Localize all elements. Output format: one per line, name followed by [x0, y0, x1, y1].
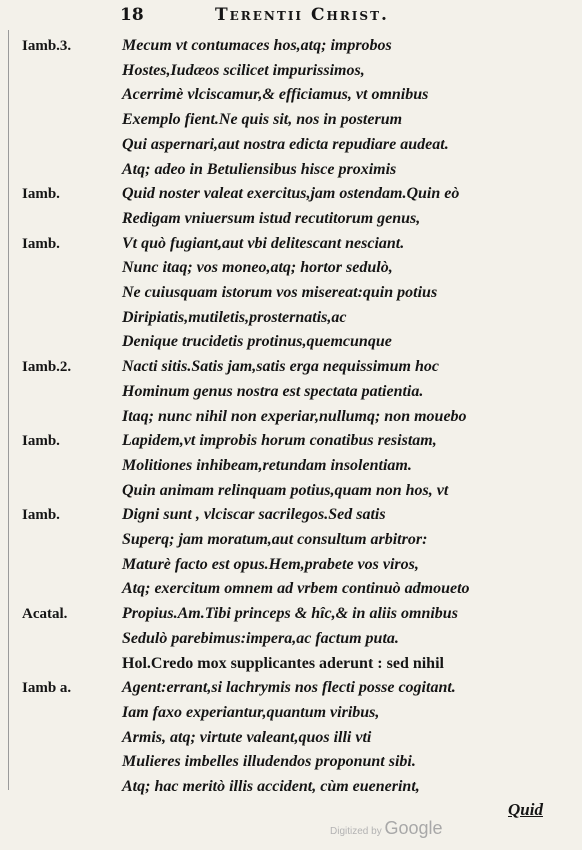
verse-line: Lapidem,vt improbis horum conatibus resistam, — [122, 432, 437, 450]
verse-line: Hol.Credo mox supplicantes aderunt : sed nihil — [122, 654, 444, 672]
watermark-brand: Google — [384, 818, 443, 838]
meter-label: Iamb. — [22, 433, 60, 450]
verse-line: Sedulò parebimus:impera,ac factum puta. — [122, 629, 399, 647]
verse-line: Atq; hac meritò illis accident, cùm euenerint, — [122, 778, 420, 795]
verse-line: Superq; jam moratum,aut consultum arbitror: — [122, 531, 428, 548]
watermark-prefix: Digitized by — [330, 826, 382, 837]
verse-line: Maturè facto est opus.Hem,prabete vos viros, — [122, 555, 419, 573]
meter-label: Iamb.2. — [22, 359, 72, 376]
meter-label: Iamb. — [22, 507, 60, 524]
catchword: Quid — [508, 800, 543, 819]
meter-label: Iamb. — [22, 235, 60, 252]
verse-line: Nacti sitis.Satis jam,satis erga nequissimum hoc — [122, 358, 439, 376]
verse-line: Atq; adeo in Betuliensibus hisce proximis — [122, 160, 397, 178]
verse-line: Quin animam relinquam potius,quam non hos, vt — [122, 481, 449, 499]
meter-label: Iamb.3. — [22, 38, 72, 54]
verse-line: Vt quò fugiant,aut vbi delitescant nesciant. — [122, 234, 405, 252]
verse-line: Acerrimè vlciscamur,& efficiamus, vt omnibus — [122, 86, 429, 104]
verse-line: Iam faxo experiantur,quantum viribus, — [122, 703, 380, 721]
page-number: 18 — [120, 5, 144, 25]
verse-line: Denique trucidetis protinus,quemcunque — [122, 333, 392, 351]
running-head: Terentii Christ. — [215, 5, 389, 25]
verse-line: Atq; exercitum omnem ad vrbem continuò admoueto — [122, 580, 470, 598]
verse-line: Mecum vt contumaces hos,atq; improbos — [122, 37, 392, 54]
verse-line: Ne cuiusquam istorum vos misereat:quin potius — [122, 284, 438, 301]
verse-line: Armis, atq; virtute valeant,quos illi vti — [122, 728, 372, 746]
page-edge-rule — [8, 30, 9, 790]
meter-label: Iamb. — [22, 186, 60, 203]
verse-line: Qui aspernari,aut nostra edicta repudiare audeat. — [122, 135, 449, 153]
verse-line: Agent:errant,si lachrymis nos flecti posse cogitant. — [122, 679, 456, 697]
verse-line: Hominum genus nostra est spectata patientia. — [122, 382, 424, 400]
verse-line: Diripiatis,mutiletis,prosternatis,ac — [122, 308, 347, 326]
verse-line: Itaq; nunc nihil non experiar,nullumq; non mouebo — [122, 407, 467, 425]
meter-label: Acatal. — [22, 606, 68, 623]
meter-label: Iamb a. — [22, 680, 72, 697]
verse-line: Hostes,Iudæos scilicet impurissimos, — [122, 61, 365, 79]
verse-line: Exemplo fient.Ne quis sit, nos in posterum — [122, 111, 403, 129]
verse-line: Mulieres imbelles illudendos proponunt sibi. — [122, 753, 416, 771]
verse-line: Propius.Am.Tibi princeps & hîc,& in aliis omnibus — [122, 605, 458, 623]
verse-line: Digni sunt , vlciscar sacrilegos.Sed satis — [122, 506, 386, 524]
verse-line: Nunc itaq; vos moneo,atq; hortor sedulò, — [122, 259, 393, 277]
digitization-watermark — [330, 818, 443, 839]
verse-line: Redigam vniuersum istud recutitorum genus, — [122, 209, 421, 227]
verse-line: Quid noster valeat exercitus,jam ostendam.Quin eò — [122, 185, 460, 203]
verse-line: Molitiones inhibeam,retundam insolentiam. — [122, 456, 412, 474]
